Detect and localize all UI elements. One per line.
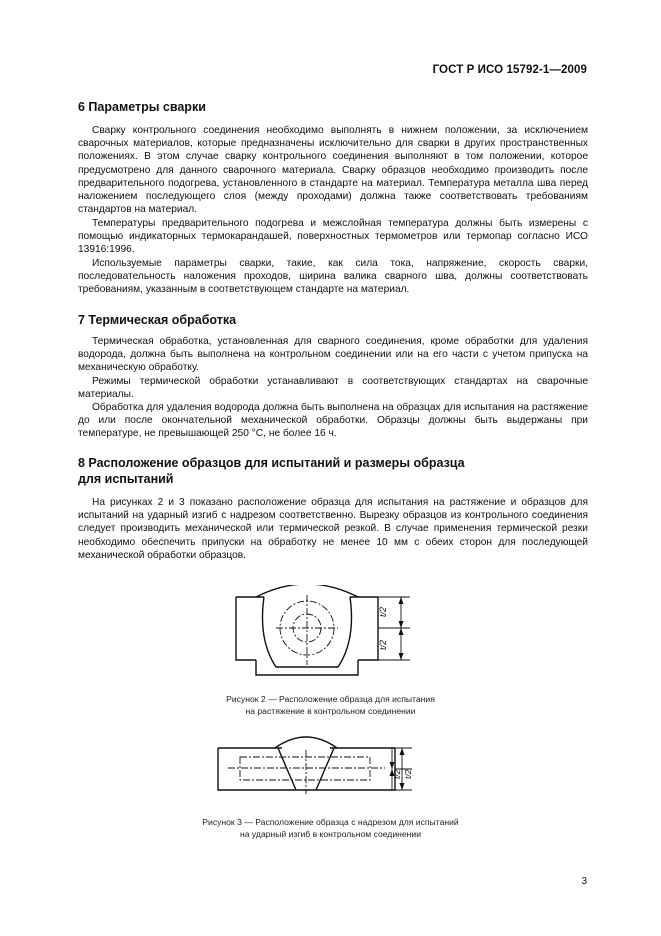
figure-2-caption bbox=[0, 694, 661, 717]
figure-3-drawing bbox=[0, 730, 661, 810]
figure-2-caption-line-1: Рисунок 2 — Расположение образца для испытания bbox=[226, 694, 435, 704]
standard-code: ГОСТ Р ИСО 15792-1—2009 bbox=[432, 64, 587, 76]
section-6-paragraph-1: Сварку контрольного соединения необходимо выполнять в нижнем положении, за исключением сварочных материалов, которые предназначены исключительно для сварки в других пространственных положениях. В этом случае сварку контрольного соединения выполняют в том положении, которое предусмотрено для данного сварочного материала. Сварку образцов необходимо производить после предварительного подогрева, установленного в стандарте на материал. Температура металла шва перед наложением последующего слоя (между проходами) должна также соответствовать требованиям стандартов на материал. bbox=[78, 125, 588, 216]
section-6-title: 6 Параметры сварки bbox=[78, 100, 206, 114]
section-8-paragraph-1: На рисунках 2 и 3 показано расположение образца для испытания на растяжение и образцов для испытаний на ударный изгиб с надрезом соответственно. Вырезку образцов из контрольного соединения следует производить механической или термической резкой. В случае применения термической резки необходимо обеспечить припуски на обработку не менее 10 мм с обеих сторон для последующей механической обработки образцов. bbox=[78, 497, 588, 561]
figure-3-caption-line-1: Рисунок 3 — Расположение образца с надрезом для испытаний bbox=[202, 817, 459, 827]
figure-3-caption bbox=[0, 817, 661, 840]
section-7-paragraph-2: Режимы термической обработки устанавливают в соответствующих стандартах на сварочные материалы. bbox=[78, 376, 588, 401]
section-8-title bbox=[78, 455, 465, 487]
section-6-paragraph-3: Используемые параметры сварки, такие, как сила тока, напряжение, скорость сварки, последовательность наложения проходов, ширина валика сварного шва, должны соответствовать требованиям, указанным в соответствующем стандарте на материал. bbox=[78, 258, 588, 296]
section-7-paragraph-3: Обработка для удаления водорода должна быть выполнена на образцах для испытания на растяжение до или после окончательной механической обработки. Образцы должны быть выдержаны при температуре, не превышающей 250 °С, не более 16 ч. bbox=[78, 402, 588, 440]
figure-2-dim-top: t/2 bbox=[378, 606, 388, 617]
page-number: 3 bbox=[581, 876, 587, 887]
figure-3-dim-bottom: t/2 bbox=[403, 769, 413, 779]
figure-3-caption-line-2: на ударный изгиб в контрольном соединении bbox=[240, 828, 421, 839]
section-7-title: 7 Термическая обработка bbox=[78, 313, 237, 327]
section-8-title-line-1: 8 Расположение образцов для испытаний и размеры образца bbox=[78, 456, 465, 470]
figure-2-dim-bottom: t/2 bbox=[378, 639, 388, 650]
figure-2-drawing bbox=[0, 585, 661, 685]
section-7-paragraph-1: Термическая обработка, установленная для сварного соединения, кроме обработки для удаления водорода, должна быть выполнена на контрольном соединении или на его части с учетом припуска на механическую обработку. bbox=[78, 336, 588, 374]
section-8-title-line-2: для испытаний bbox=[78, 472, 174, 486]
figure-3-dim-top: t/2 bbox=[392, 769, 402, 779]
section-6-paragraph-2: Температуры предварительного подогрева и межслойная температура должны быть измерены с помощью индикаторных термокарандашей, поверхностных термометров или термопар согласно ИСО 13916:1996. bbox=[78, 218, 588, 256]
figure-2-caption-line-2: на растяжение в контрольном соединении bbox=[245, 705, 416, 716]
